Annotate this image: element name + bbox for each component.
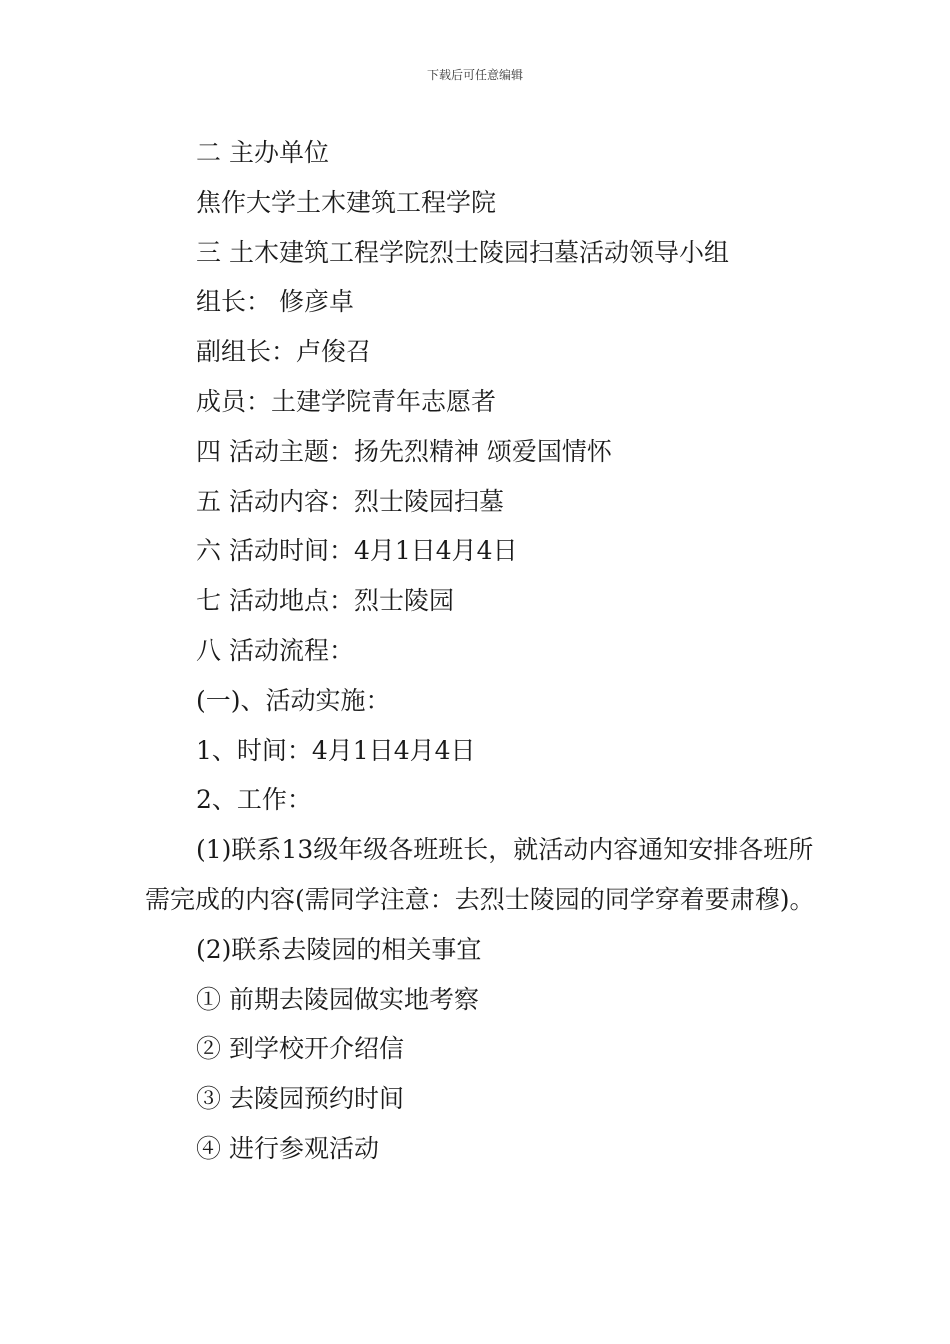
activity-time: 六 活动时间：4月1日4月4日 [196,536,518,566]
page-header-note: 下载后可任意编辑 [426,68,523,82]
step-2: ② 到学校开介绍信 [196,1034,404,1064]
activity-theme: 四 活动主题：扬先烈精神 颂爱国情怀 [196,436,612,466]
implementation-work: 2、工作： [196,785,312,815]
work-item-1-paragraph: (1)联系13级年级各班班长，就活动内容通知安排各班所需完成的内容(需同学注意：去烈士陵园的同学穿着要肃穆)。 [145,835,815,914]
members: 成员：土建学院青年志愿者 [196,386,497,416]
section-organizer-heading: 二 主办单位 [196,138,329,167]
implementation-time: 1、时间：4月1日4月4日 [196,735,476,765]
activity-process-heading: 八 活动流程： [196,635,354,665]
document-body [145,128,817,1174]
organizer-name: 焦作大学土木建筑工程学院 [196,187,497,217]
step-4: ④ 进行参观活动 [196,1133,379,1163]
activity-content: 五 活动内容：烈士陵园扫墓 [196,486,504,516]
group-leader: 组长： 修彦卓 [196,287,354,317]
work-item-2: (2)联系去陵园的相关事宜 [196,934,482,964]
implementation-heading: (一)、活动实施： [196,685,391,715]
activity-location: 七 活动地点：烈士陵园 [196,586,454,616]
step-3: ③ 去陵园预约时间 [196,1084,404,1114]
deputy-leader: 副组长：卢俊召 [196,337,372,367]
step-1: ① 前期去陵园做实地考察 [196,984,479,1014]
section-leadership-heading: 三 土木建筑工程学院烈士陵园扫墓活动领导小组 [196,237,729,267]
